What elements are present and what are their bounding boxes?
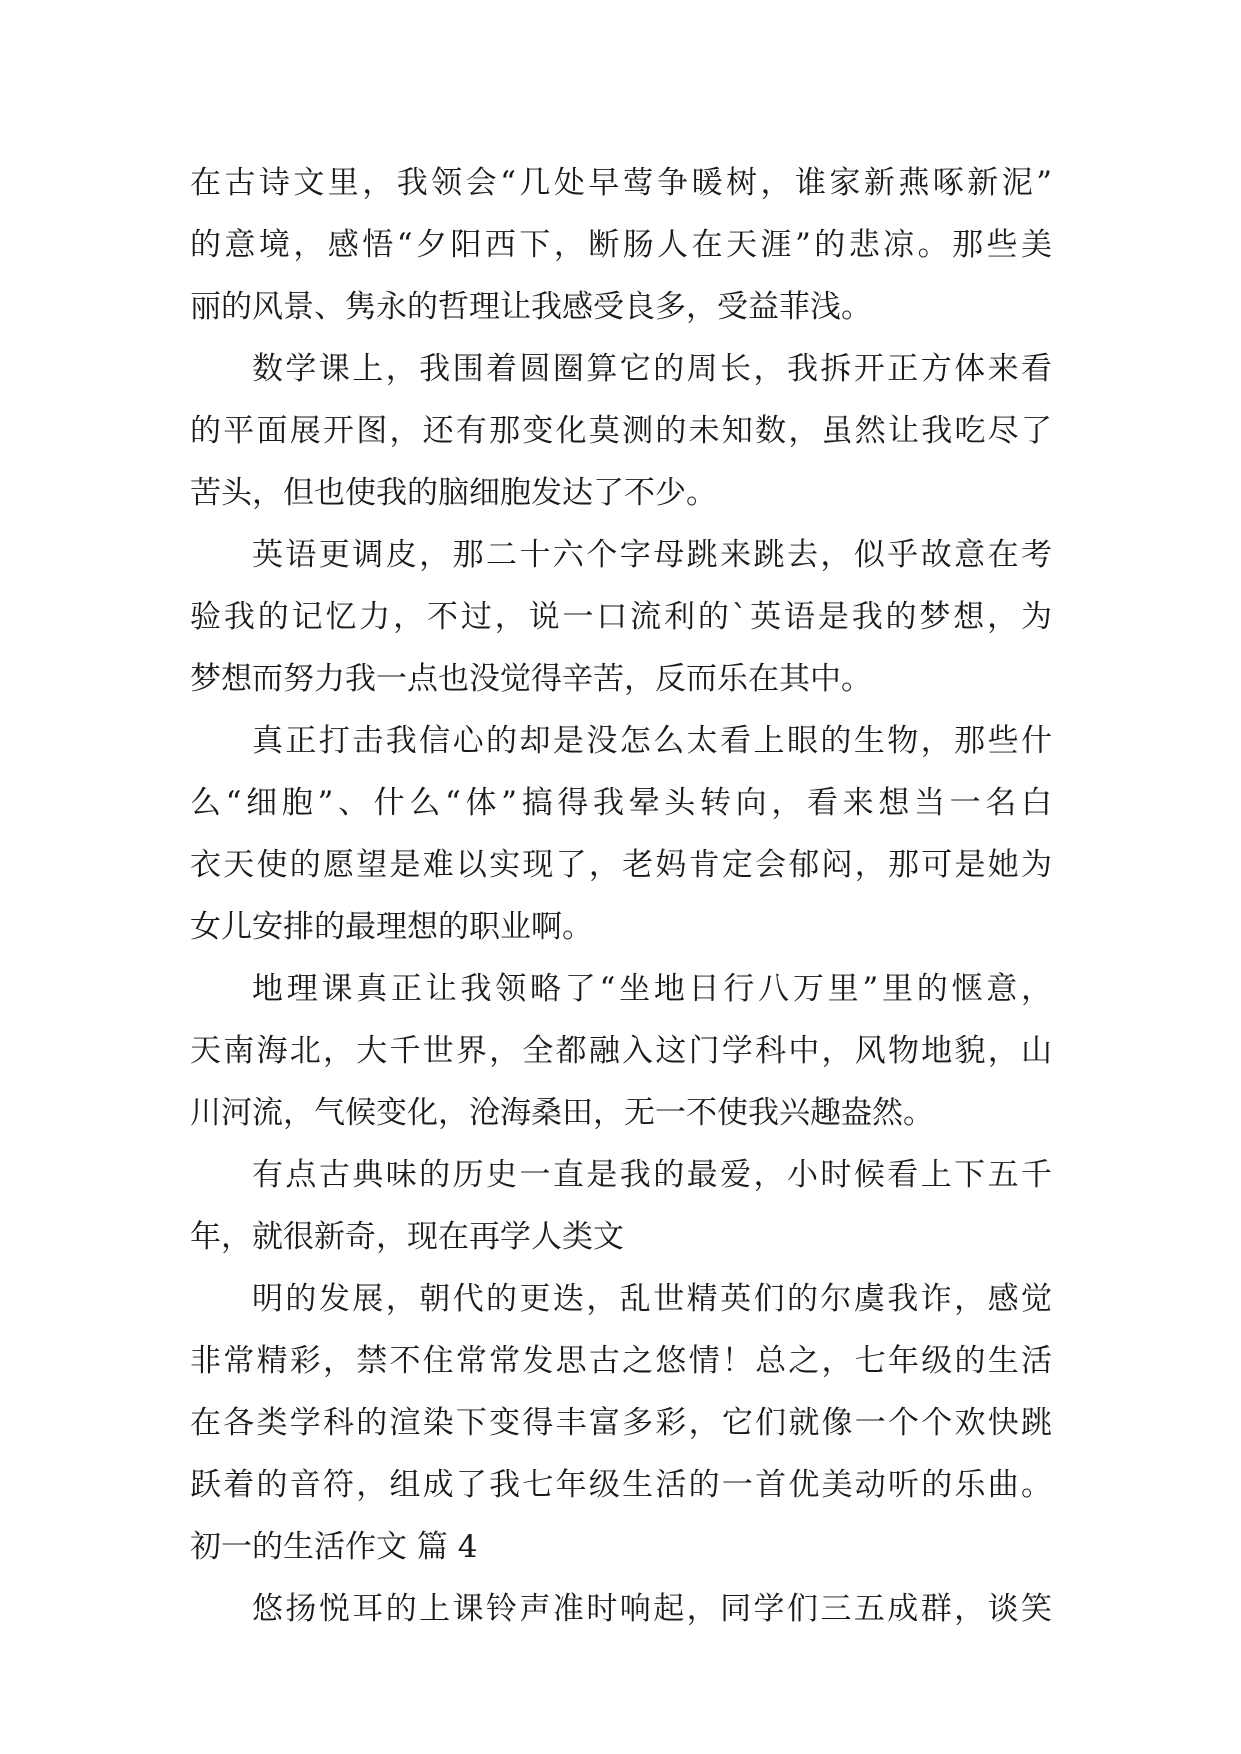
text-line: 女儿安排的最理想的职业啊。 <box>190 909 593 945</box>
text-line: 衣天使的愿望是难以实现了，老妈肯定会郁闷，那可是她为 <box>190 847 1052 883</box>
text-line: 年，就很新奇，现在再学人类文 <box>190 1219 624 1255</box>
text-line: 数学课上，我围着圆圈算它的周长，我拆开正方体来看 <box>252 351 1052 387</box>
text-line: 么“细胞”、什么“体”搞得我晕头转向，看来想当一名白 <box>190 785 1052 821</box>
text-line: 悠扬悦耳的上课铃声准时响起，同学们三五成群，谈笑 <box>252 1591 1052 1627</box>
document-page <box>190 152 1052 1640</box>
text-line: 川河流，气候变化，沧海桑田，无一不使我兴趣盎然。 <box>190 1095 934 1131</box>
text-line: 丽的风景、隽永的哲理让我感受良多，受益菲浅。 <box>190 289 872 325</box>
text-line: 跃着的音符，组成了我七年级生活的一首优美动听的乐曲。 <box>190 1467 1052 1503</box>
text-line: 英语更调皮，那二十六个字母跳来跳去，似乎故意在考 <box>252 537 1052 573</box>
text-line: 明的发展，朝代的更迭，乱世精英们的尔虞我诈，感觉 <box>252 1281 1052 1317</box>
text-line: 的意境，感悟“夕阳西下，断肠人在天涯”的悲凉。那些美 <box>190 227 1052 263</box>
text-line: 天南海北，大千世界，全都融入这门学科中，风物地貌，山 <box>190 1033 1052 1069</box>
text-line: 的平面展开图，还有那变化莫测的未知数，虽然让我吃尽了 <box>190 413 1052 449</box>
text-line: 地理课真正让我领略了“坐地日行八万里”里的惬意， <box>252 971 1052 1007</box>
text-line: 在古诗文里，我领会“几处早莺争暖树，谁家新燕啄新泥” <box>190 165 1052 201</box>
text-line: 梦想而努力我一点也没觉得辛苦，反而乐在其中。 <box>190 661 872 697</box>
section-heading: 初一的生活作文 篇 4 <box>190 1529 478 1565</box>
text-line: 有点古典味的历史一直是我的最爱，小时候看上下五千 <box>252 1157 1052 1193</box>
text-line: 苦头，但也使我的脑细胞发达了不少。 <box>190 475 717 511</box>
text-line: 验我的记忆力，不过，说一口流利的`英语是我的梦想，为 <box>190 599 1052 635</box>
text-line: 真正打击我信心的却是没怎么太看上眼的生物，那些什 <box>252 723 1052 759</box>
text-line: 在各类学科的渲染下变得丰富多彩，它们就像一个个欢快跳 <box>190 1405 1052 1441</box>
text-line: 非常精彩，禁不住常常发思古之悠情！总之，七年级的生活 <box>190 1343 1052 1379</box>
